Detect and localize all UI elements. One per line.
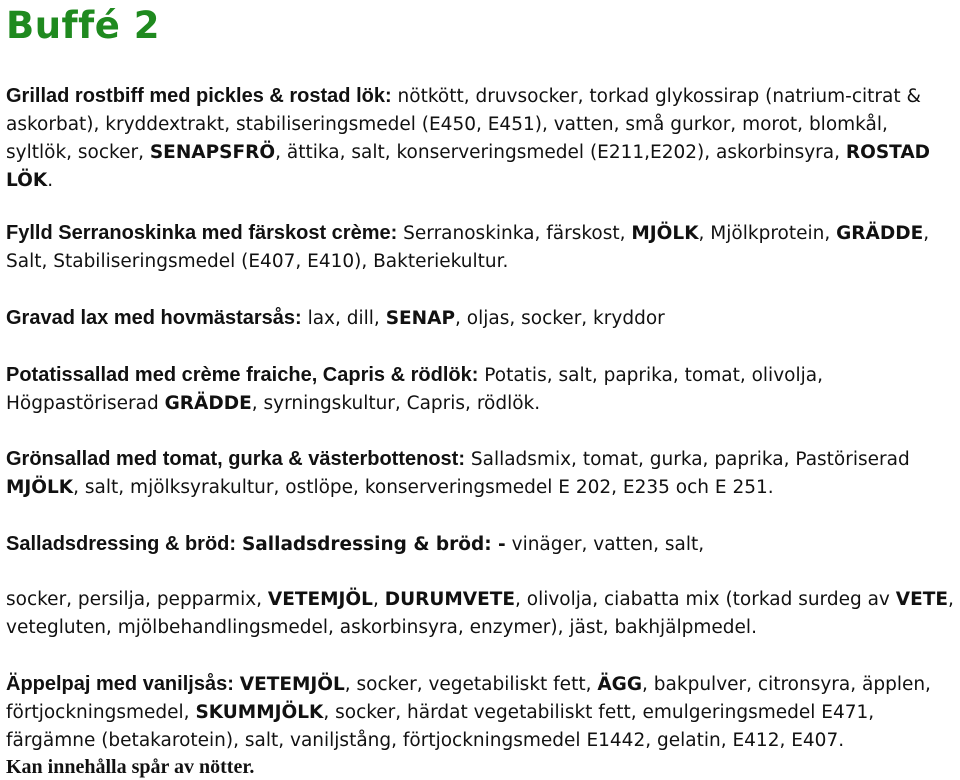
menu-item-gravad-lax — [6, 304, 958, 333]
menu-item-potatissallad — [6, 361, 958, 418]
allergen: GRÄDDE — [164, 393, 252, 414]
allergen: VETEMJÖL — [267, 589, 373, 610]
ingredient-text: , oljas, socker, kryddor — [455, 308, 665, 329]
dish-name: Grillad rostbiff med pickles & rostad lök: — [6, 85, 392, 107]
ingredient-text: , bakpulver, citronsyra, äpplen, förtjockningsmedel, — [6, 674, 931, 723]
menu-item-serranoskinka — [6, 219, 958, 276]
menu-item-salladsdressing — [6, 530, 958, 559]
dish-name: Grönsallad med tomat, gurka & västerbottenost: — [6, 448, 465, 470]
dish-name: Gravad lax med hovmästarsås: — [6, 307, 302, 329]
allergen: VETE — [895, 589, 948, 610]
dish-name: Fylld Serranoskinka med färskost crème: — [6, 222, 398, 244]
menu-item-rostbiff — [6, 82, 958, 195]
ingredient-text: socker, persilja, pepparmix, — [6, 589, 268, 610]
allergen: MJÖLK — [631, 223, 699, 244]
ingredient-text: . — [47, 170, 54, 191]
menu-item-appelpaj — [6, 670, 958, 755]
allergen: SKUMMJÖLK — [195, 702, 324, 723]
ingredient-text: vinäger, vatten, salt, — [505, 534, 705, 555]
ingredient-text: , ättika, salt, konserveringsmedel (E211,E202), askorbinsyra, — [275, 142, 846, 163]
allergen: VETEMJÖL — [239, 674, 345, 695]
allergen: MJÖLK — [6, 477, 74, 498]
ingredient-text: Serranoskinka, färskost, — [397, 223, 632, 244]
dish-name: Salladsdressing & bröd: — [6, 533, 237, 555]
ingredient-text: , olivolja, ciabatta mix (torkad surdeg av — [515, 589, 896, 610]
ingredient-text: , Mjölkprotein, — [698, 223, 837, 244]
allergen: SENAPSFRÖ — [149, 142, 276, 163]
ingredient-text: , socker, vegetabiliskt fett, — [344, 674, 598, 695]
ingredient-text: , syrningskultur, Capris, rödlök. — [251, 393, 541, 414]
ingredient-text: , Salt, Stabiliseringsmedel (E407, E410), Bakteriekultur. — [6, 223, 930, 272]
ingredient-text: , socker, härdat vegetabiliskt fett, emulgeringsmedel E471, färgämne (betakarotein), salt, vaniljstång, förtjockningsmedel E1442, gelatin, E412, E407. — [6, 702, 875, 751]
ingredient-text: nötkött, druvsocker, torkad glykossirap (natrium-citrat & askorbat), kryddextrakt, stabiliseringsmedel (E450, E451), vatten, små gurkor, morot, blomkål, syltlök, socker, — [6, 86, 921, 163]
allergen: GRÄDDE — [836, 223, 924, 244]
ingredient-text: Potatis, salt, paprika, tomat, olivolja, Högpastöriserad — [6, 365, 823, 414]
allergen: ÄGG — [597, 674, 643, 695]
allergy-note: Kan innehålla spår av nötter. — [6, 756, 255, 778]
dish-name: Potatissallad med crème fraiche, Capris & rödlök: — [6, 364, 479, 386]
sub-heading: Salladsdressing & bröd: - — [241, 534, 506, 555]
page-title: Buffé 2 — [6, 4, 160, 47]
ingredient-text: lax, dill, — [301, 308, 386, 329]
ingredient-text: Salladsmix, tomat, gurka, paprika, Pastöriserad — [464, 449, 910, 470]
ingredient-text: , — [372, 589, 385, 610]
allergen: SENAP — [385, 308, 456, 329]
menu-item-brod-ingredients — [6, 586, 958, 642]
allergen: ROSTAD LÖK — [6, 142, 931, 191]
ingredient-text: , vetegluten, mjölbehandlingsmedel, askorbinsyra, enzymer), jäst, bakhjälpmedel. — [6, 589, 954, 638]
dish-name: Äppelpaj med vaniljsås: — [6, 673, 234, 695]
allergen: DURUMVETE — [384, 589, 515, 610]
menu-item-gronsallad — [6, 445, 958, 502]
ingredient-text: , salt, mjölksyrakultur, ostlöpe, konserveringsmedel E 202, E235 och E 251. — [73, 477, 774, 498]
